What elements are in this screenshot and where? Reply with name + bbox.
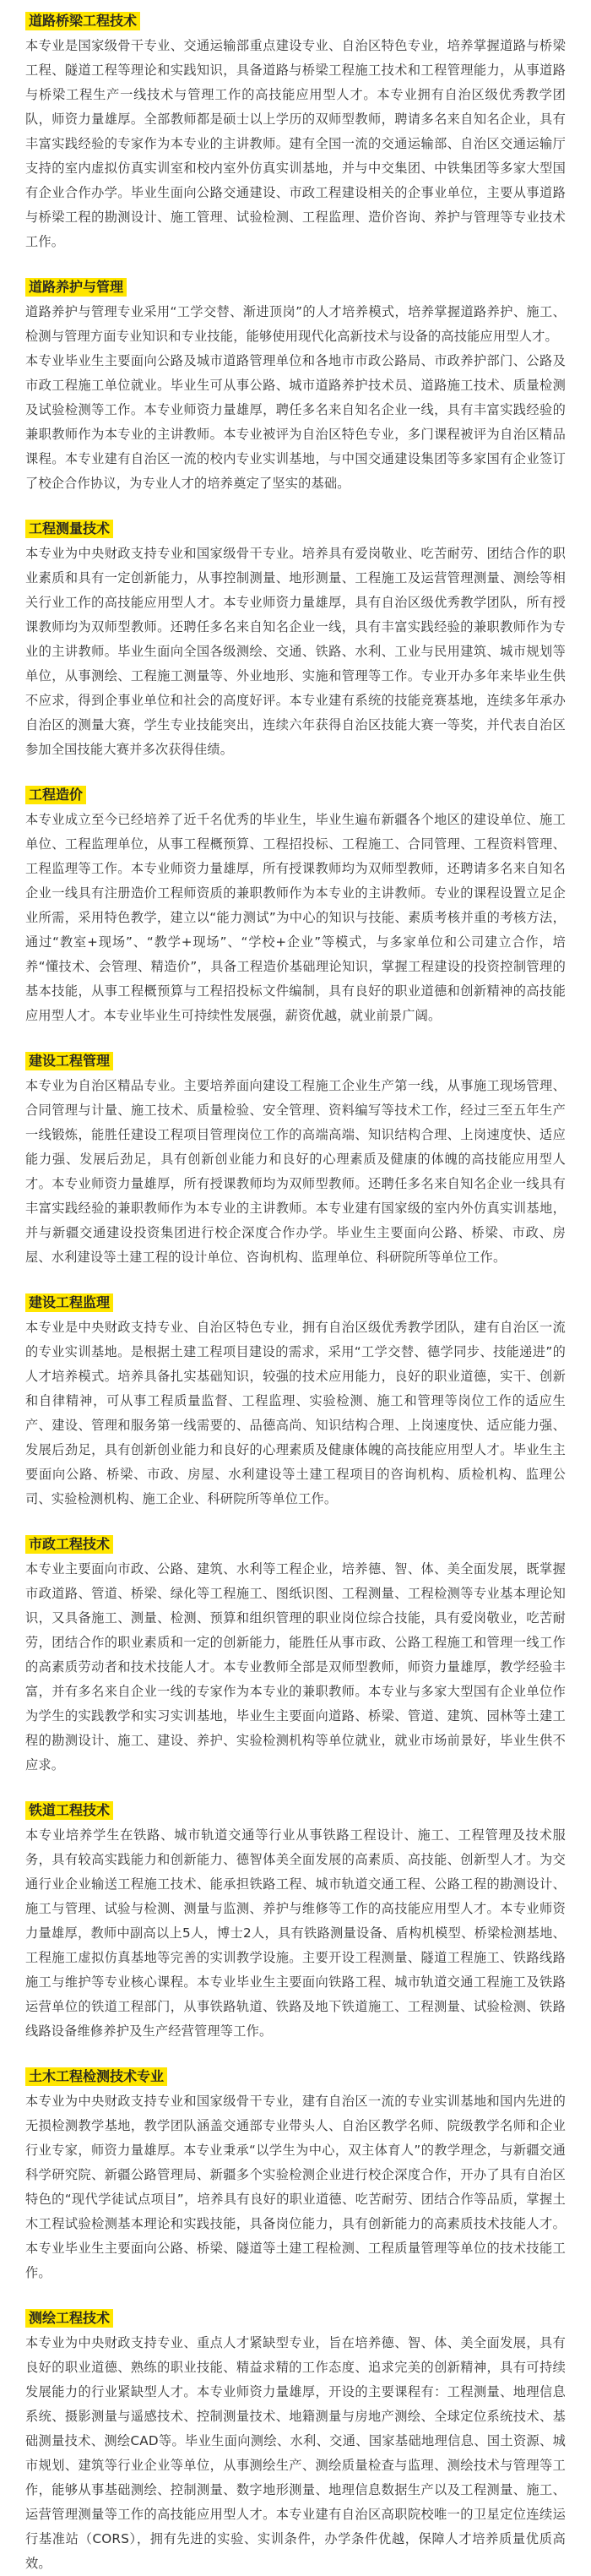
section-title: 建设工程监理 — [25, 1293, 113, 1312]
section-title: 土木工程检测技术专业 — [25, 2067, 167, 2086]
section-paragraph: 本专业为中央财政支持专业和国家级骨干专业，建有自治区一流的专业实训基地和国内先进的无损检测教学基地，教学团队涵盖交通部专业带头人、自治区教学名师、院级教学名师和企业行业专家，师资力量雄厚。本专业秉承“以学生为中心，双主体育人”的教学理念，与新疆交通科学研究院、新疆公路管理局、新疆多个实验检测企业进行校企深度合作，开办了具有自治区特色的“现代学徒试点项目”，培养具有良好的职业道德、吃苦耐劳、团结合作等品质，掌握土木工程试验检测基本理论和实践技能，具备岗位能力，具有创新能力的高素质技术技能人才。本专业毕业生主要面向公路、桥梁、隧道等土建工程检测、工程质量管理等单位的技术技能工作。 — [25, 2094, 566, 2280]
section-title: 工程测量技术 — [25, 520, 113, 538]
section-railway — [25, 1801, 566, 2044]
section-title: 道路桥梁工程技术 — [25, 12, 140, 30]
section-title: 测绘工程技术 — [25, 2309, 113, 2328]
section-cost — [25, 786, 566, 1028]
section-paragraph: 本专业培养学生在铁路、城市轨道交通等行业从事铁路工程设计、施工、工程管理及技术服务，具有较高实践能力和创新能力、德智体美全面发展的高素质、高技能、创新型人才。为交通行业企业输送工程施工技术、能承担铁路工程、城市轨道交通工程、公路工程的勘测设计、施工与管理、试验与检测、测量与监测、养护与维修等工作的高技能应用型人才。本专业师资力量雄厚，教师中副高以上5人，博士2人，具有铁路测量设备、盾构机模型、桥梁检测基地、工程施工虚拟仿真基地等完善的实训教学设施。主要开设工程测量、隧道工程施工、铁路线路施工与维护等专业核心课程。本专业毕业生主要面向铁路工程、城市轨道交通工程施工及铁路运营单位的铁道工程部门，从事铁路轨道、铁路及地下铁道施工、工程测量、试验检测、铁路线路设备维修养护及生产经营管理等工作。 — [25, 1827, 566, 2039]
section-paragraph: 本专业为中央财政支持专业和国家级骨干专业。培养具有爱岗敬业、吃苦耐劳、团结合作的职业素质和具有一定创新能力，从事控制测量、地形测量、工程施工及运营管理测量、测绘等相关行业工作的高技能应用型人才。本专业师资力量雄厚，具有自治区级优秀教学团队，所有授课教师均为双师型教师。还聘任多名来自知名企业一线，具有丰富实践经验的兼职教师作为专业的主讲教师。毕业生面向全国各级测绘、交通、铁路、水利、工业与民用建筑、城市规划等单位，从事测绘、工程施工测量等、外业地形、实施和管理等工作。专业开办多年来毕业生供不应求，得到企事业单位和社会的高度好评。本专业建有系统的技能竞赛基地，连续多年承办自治区的测量大赛，学生专业技能突出，连续六年获得自治区技能大赛一等奖，并代表自治区参加全国技能大赛并多次获得佳绩。 — [25, 546, 566, 757]
section-title: 建设工程管理 — [25, 1052, 113, 1070]
section-title: 市政工程技术 — [25, 1535, 113, 1554]
section-supervision — [25, 1293, 566, 1511]
section-paragraph: 本专业主要面向市政、公路、建筑、水利等工程企业，培养德、智、体、美全面发展，既掌握市政道路、管道、桥梁、绿化等工程施工、图纸识图、工程测量、工程检测等专业基本理论知识，又具备施工、测量、检测、预算和组织管理的职业岗位综合技能，具有爱岗敬业，吃苦耐劳，团结合作的职业素质和一定的创新能力，能胜任从事市政、公路工程施工和管理一线工作的高素质劳动者和技术技能人才。本专业教师全部是双师型教师，师资力量雄厚，教学经验丰富，并有多名来自企业一线的专家作为本专业的兼职教师。本专业与多家大型国有企业单位作为学生的实践教学和实习实训基地，毕业生主要面向道路、桥梁、管道、建筑、园林等土建工程的勘测设计、施工、建设、养护、实验检测机构等单位就业，就业市场前景好，毕业生供不应求。 — [25, 1561, 566, 1773]
section-paragraph: 本专业是国家级骨干专业、交通运输部重点建设专业、自治区特色专业，培养掌握道路与桥梁工程、隧道工程等理论和实践知识，具备道路与桥梁工程施工技术和工程管理能力，从事道路与桥梁工程生产一线技术与管理工作的高技能应用型人才。本专业拥有自治区级优秀教学团队，师资力量雄厚。全部教师都是硕士以上学历的双师型教师，聘请多名来自知名企业，具有丰富实践经验的专家作为本专业的主讲教师。建有全国一流的交通运输部、自治区交通运输厅支持的室内虚拟仿真实训室和校内室外仿真实训基地，并与中交集团、中铁集团等多家大型国有企业合作办学。毕业生面向公路交通建设、市政工程建设相关的企事业单位，主要从事道路与桥梁工程的勘测设计、施工管理、试验检测、工程监理、造价咨询、养护与管理等专业技术工作。 — [25, 38, 566, 249]
section-construction-management — [25, 1052, 566, 1270]
section-civil-testing — [25, 2067, 566, 2285]
section-paragraph: 本专业成立至今已经培养了近千名优秀的毕业生，毕业生遍布新疆各个地区的建设单位、施工单位、工程监理单位，从事工程概预算、工程招投标、工程施工、合同管理、工程资料管理、工程监理等工作。本专业师资力量雄厚，所有授课教师均为双师型教师，还聘请多名来自知名企业一线具有注册造价工程师资质的兼职教师作为本专业的主讲教师。专业的课程设置立足企业所需，采用特色教学，建立以“能力测试”为中心的知识与技能、素质考核并重的考核方法，通过“教室+现场”、“教学+现场”、“学校+企业”等模式，与多家单位和公司建立合作，培养“懂技术、会管理、精造价”，具备工程造价基础理论知识，掌握工程建设的投资控制管理的基本技能，从事工程概预算与工程招投标文件编制，具有良好的职业道德和创新精神的高技能应用型人才。本专业毕业生可持续性发展强，薪资优越，就业前景广阔。 — [25, 812, 566, 1023]
section-title: 工程造价 — [25, 786, 86, 804]
section-title: 道路养护与管理 — [25, 278, 127, 297]
section-paragraph: 道路养护与管理专业采用“工学交替、渐进顶岗”的人才培养模式，培养掌握道路养护、施工、检测与管理方面专业知识和专业技能，能够使用现代化高新技术与设备的高技能应用型人才。 — [25, 304, 566, 344]
section-road-maintenance — [25, 278, 566, 496]
section-surveying — [25, 520, 566, 762]
section-paragraph: 本专业是中央财政支持专业、自治区特色专业，拥有自治区级优秀教学团队，建有自治区一流的专业实训基地。是根据土建工程项目建设的需求，采用“工学交替、德学同步、技能递进”的人才培养模式。培养具备扎实基础知识，较强的技术应用能力，良好的职业道德，实干、创新和自律精神，可从事工程质量监督、工程监理、实验检测、施工和管理等岗位工作的适应生产、建设、管理和服务第一线需要的、品德高尚、知识结构合理、上岗速度快、适应能力强、发展后劲足，具有创新创业能力和良好的心理素质及健康体魄的高技能应用型人才。毕业生主要面向公路、桥梁、市政、房屋、水利建设等土建工程项目的咨询机构、质检机构、监理公司、实验检测机构、施工企业、科研院所等单位工作。 — [25, 1320, 566, 1506]
section-road-bridge — [25, 12, 566, 254]
section-paragraph: 本专业为中央财政支持专业、重点人才紧缺型专业，旨在培养德、智、体、美全面发展，具有良好的职业道德、熟练的职业技能、精益求精的工作态度、追求完美的创新精神，具有可持续发展能力的行业紧缺型人才。本专业师资力量雄厚，开设的主要课程有：工程测量、地理信息系统、摄影测量与遥感技术、控制测量技术、地籍测量与房地产测绘、全球定位系统技术、基础测量技术、测绘CAD等。毕业生面向测绘、水利、交通、国家基础地理信息、国土资源、城市规划、建筑等行业企业等单位，从事测绘生产、测绘质量检查与监理、测绘技术与管理等工作，能够从事基础测绘、控制测量、数字地形测量、地理信息数据生产以及工程测量、施工、运营管理测量等工作的高技能应用型人才。本专业建有自治区高职院校唯一的卫星定位连续运行基准站（CORS），拥有先进的实验、实训条件，办学条件优越，保障人才培养质量优质高效。 — [25, 2335, 566, 2571]
section-mapping — [25, 2309, 566, 2576]
section-title: 铁道工程技术 — [25, 1801, 113, 1820]
section-municipal — [25, 1535, 566, 1778]
section-paragraph: 本专业为自治区精品专业。主要培养面向建设工程施工企业生产第一线，从事施工现场管理、合同管理与计量、施工技术、质量检验、安全管理、资料编写等技术工作，经过三至五年生产一线锻炼，能胜任建设工程项目管理岗位工作的高端高端、知识结构合理、上岗速度快、适应能力强、发展后劲足，具有创新创业能力和良好的心理素质及健康的体魄的高技能应用型人才。本专业师资力量雄厚，所有授课教师均为双师型教师。还聘任多名来自知名企业一线具有丰富实践经验的兼职教师作为本专业的主讲教师。本专业建有国家级的室内外仿真实训基地，并与新疆交通建设投资集团进行校企深度合作办学。毕业生主要面向公路、桥梁、市政、房屋、水利建设等土建工程的设计单位、咨询机构、监理单位、科研院所等单位工作。 — [25, 1078, 566, 1265]
section-paragraph: 本专业毕业生主要面向公路及城市道路管理单位和各地市市政公路局、市政养护部门、公路及市政工程施工单位就业。毕业生可从事公路、城市道路养护技术员、道路施工技术、质量检测及试验检测等工作。本专业师资力量雄厚，聘任多名来自知名企业一线，具有丰富实践经验的兼职教师作为本专业的主讲教师。本专业被评为自治区特色专业，多门课程被评为自治区精品课程。本专业建有自治区一流的校内专业实训基地，与中国交通建设集团等多家国有企业签订了校企合作协议，为专业人才的培养奠定了坚实的基础。 — [25, 353, 566, 491]
